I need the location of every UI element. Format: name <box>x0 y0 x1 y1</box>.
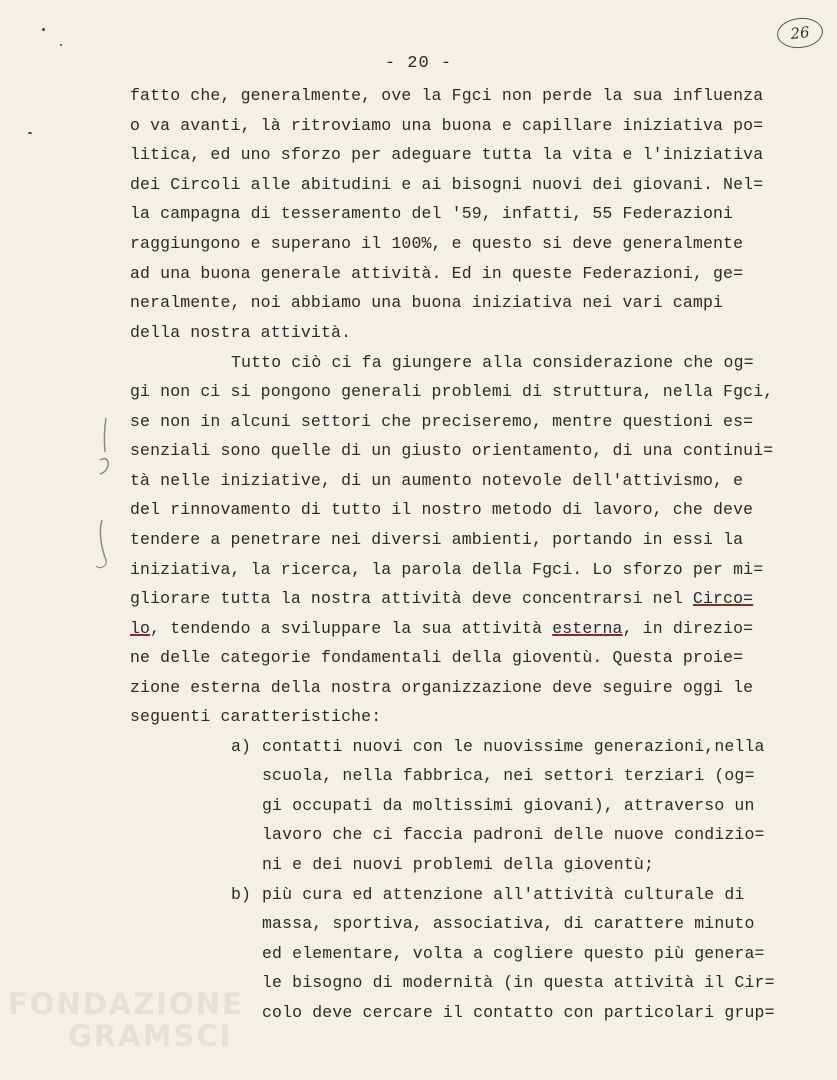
list-label: b) <box>231 885 252 904</box>
underlined-word: Circo= <box>692 589 754 608</box>
list-line: le bisogno di modernità (in questa attività il Cir= <box>262 973 775 992</box>
text-line: tendere a penetrare nei diversi ambienti, portando in essi la <box>130 530 744 549</box>
list-line: ni e dei nuovi problemi della gioventù; <box>262 855 655 874</box>
list-line: più cura ed attenzione all'attività culturale di <box>262 885 745 904</box>
text-line: della nostra attività. <box>130 323 352 342</box>
text-line: fatto che, generalmente, ove la Fgci non perde la sua influenza <box>130 86 764 105</box>
ink-speck <box>28 132 32 134</box>
text-fragment: , tendendo a sviluppare la sua attività <box>150 619 553 638</box>
text-line: la campagna di tesseramento del '59, infatti, 55 Federazioni <box>130 204 734 223</box>
archive-watermark <box>8 988 244 1052</box>
list-line: gi occupati da moltissimi giovani), attraverso un <box>262 796 755 815</box>
watermark-line: GRAMSCI <box>68 1019 233 1053</box>
text-fragment: , in direzio= <box>622 619 754 638</box>
text-line: litica, ed uno sforzo per adeguare tutta la vita e l'iniziativa <box>130 145 764 164</box>
text-line: ad una buona generale attività. Ed in queste Federazioni, ge= <box>130 264 744 283</box>
text-fragment: gliorare tutta la nostra attività deve concentrarsi nel <box>130 589 693 608</box>
list-line: contatti nuovi con le nuovissime generazioni,nella <box>262 737 765 756</box>
text-line: neralmente, noi abbiamo una buona iniziativa nei vari campi <box>130 293 724 312</box>
list-line: lavoro che ci faccia padroni delle nuove condizio= <box>262 825 765 844</box>
text-line: del rinnovamento di tutto il nostro metodo di lavoro, che deve <box>130 500 754 519</box>
text-line: Tutto ciò ci fa giungere alla considerazione che og= <box>231 353 754 372</box>
text-line: seguenti caratteristiche: <box>130 707 382 726</box>
text-line: raggiungono e superano il 100%, e questo si deve generalmente <box>130 234 744 253</box>
list-line: massa, sportiva, associativa, di carattere minuto <box>262 914 755 933</box>
text-line: dei Circoli alle abitudini e ai bisogni nuovi dei giovani. Nel= <box>130 175 764 194</box>
text-line: iniziativa, la ricerca, la parola della Fgci. Lo sforzo per mi= <box>130 560 764 579</box>
list-line: ed elementare, volta a cogliere questo più genera= <box>262 944 765 963</box>
list-label: a) <box>231 737 252 756</box>
underlined-word: lo <box>130 619 151 638</box>
archive-page-mark: 26 <box>776 16 825 51</box>
list-line: colo deve cercare il contatto con particolari grup= <box>262 1003 775 1022</box>
text-line: o va avanti, là ritroviamo una buona e capillare iniziativa po= <box>130 116 764 135</box>
text-line: zione esterna della nostra organizzazione deve seguire oggi le <box>130 678 754 697</box>
ink-speck <box>42 28 45 31</box>
margin-pencil-marks <box>92 410 122 580</box>
text-line: ne delle categorie fondamentali della gioventù. Questa proie= <box>130 648 744 667</box>
text-line <box>130 619 753 638</box>
list-line: scuola, nella fabbrica, nei settori terziari (og= <box>262 766 755 785</box>
text-line: se non in alcuni settori che preciseremo, mentre questioni es= <box>130 412 754 431</box>
text-line <box>130 589 753 608</box>
ink-speck <box>60 44 62 46</box>
underlined-word: esterna <box>552 619 623 638</box>
text-line: senziali sono quelle di un giusto orientamento, di una continui= <box>130 441 774 460</box>
page-number: - 20 - <box>384 54 453 73</box>
watermark-line: FONDAZIONE <box>8 987 244 1021</box>
text-line: gi non ci si pongono generali problemi di struttura, nella Fgci, <box>130 382 774 401</box>
text-line: tà nelle iniziative, di un aumento notevole dell'attivismo, e <box>130 471 744 490</box>
